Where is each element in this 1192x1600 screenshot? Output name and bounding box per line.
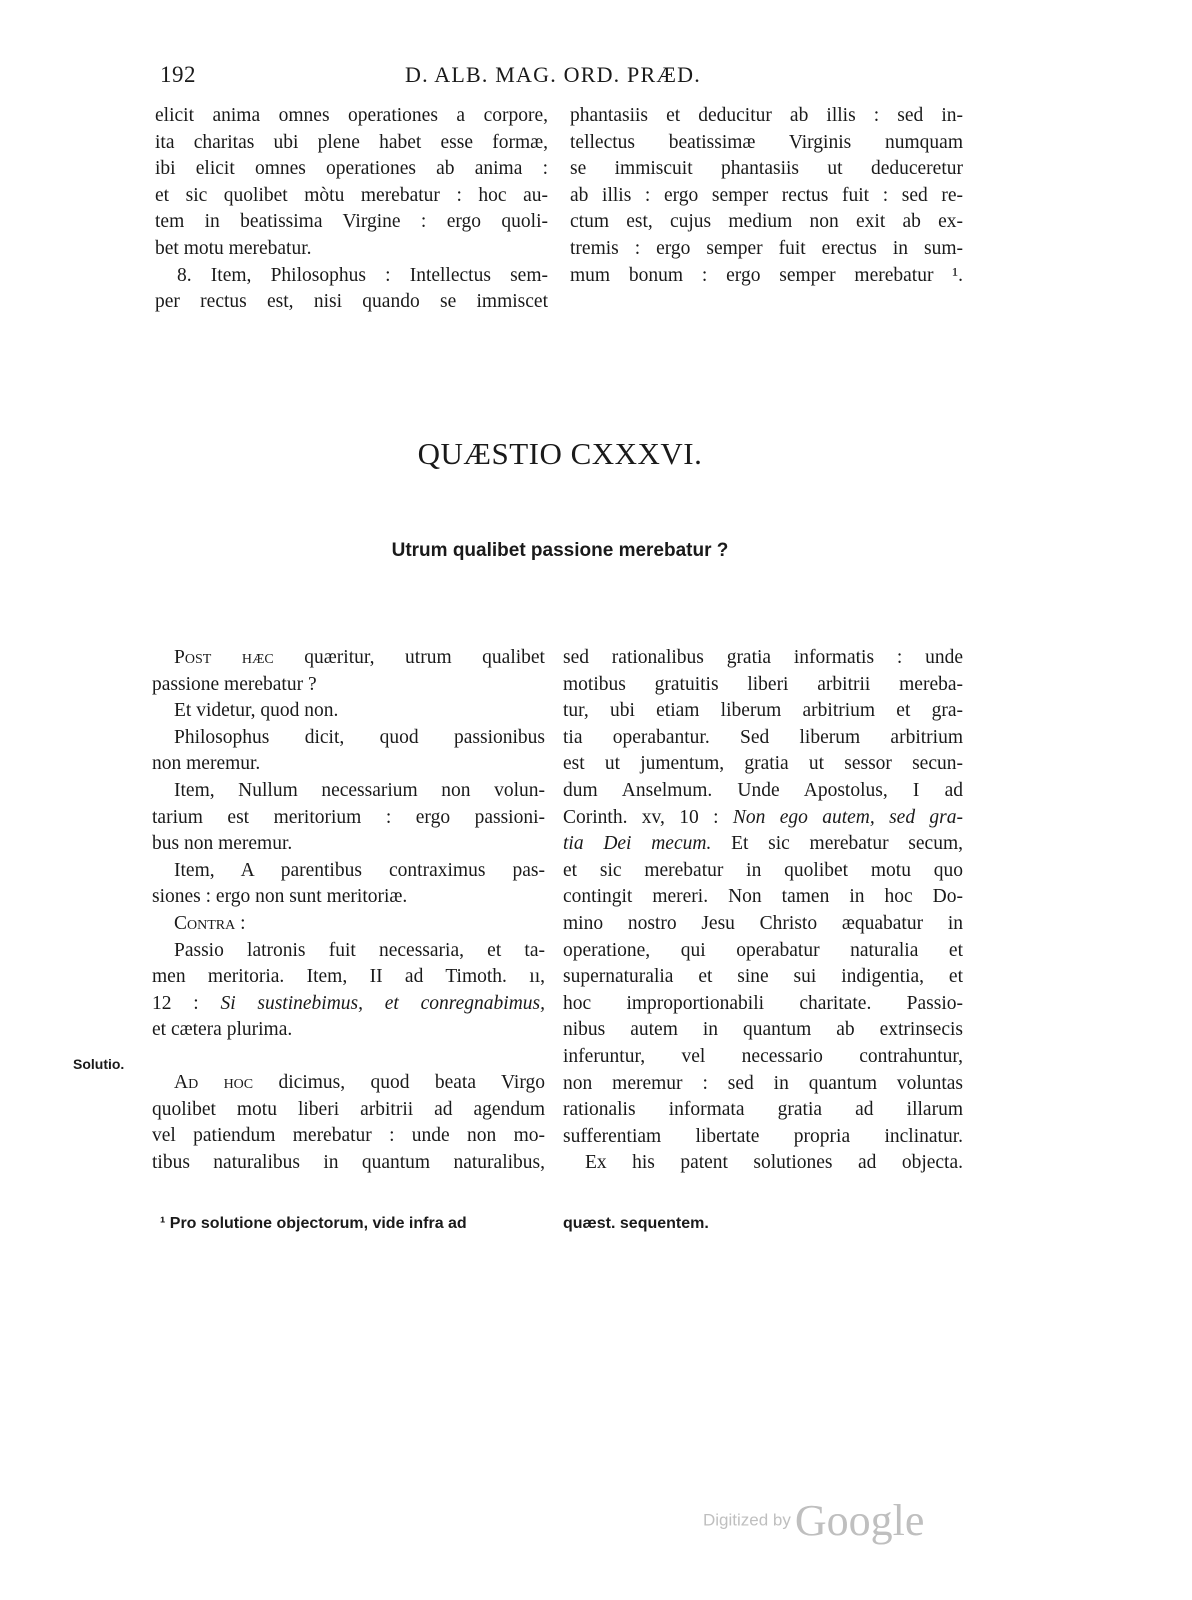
text-line: tur, ubi etiam liberum arbitrium et gra-: [563, 700, 963, 722]
footnote: ¹ Pro solutione objectorum, vide infra ad: [160, 1215, 467, 1232]
watermark-small-text: Digitized by: [703, 1510, 791, 1530]
text-line: sed rationalibus gratia informatis : unde: [563, 647, 963, 668]
text-line: hoc improportionabili charitate. Passio-: [563, 992, 963, 1014]
text-line: mino nostro Jesu Christo æquabatur in: [563, 912, 963, 934]
text-line: rationalis informata gratia ad illarum: [563, 1099, 963, 1121]
text-line: supernaturalia et sine sui indigentia, et: [563, 966, 963, 988]
margin-label-solutio: Solutio.: [73, 1056, 125, 1072]
text-line: inferuntur, vel necessario contrahuntur,: [563, 1045, 963, 1067]
text-line: tarium est meritorium : ergo passioni-: [152, 806, 545, 828]
text-line: Item, Nullum necessarium non volun-: [174, 779, 545, 801]
text-line: Passio latronis fuit necessaria, et ta-: [174, 939, 545, 961]
top-left-column: [155, 103, 548, 316]
text-line: ita charitas ubi plene habet esse formæ,: [155, 131, 548, 153]
text-line: tem in beatissima Virgine : ergo quoli-: [155, 211, 548, 233]
page-number: 192: [160, 62, 196, 87]
text-line: tellectus beatissimæ Virginis numquam: [570, 131, 963, 153]
footnote-continuation: quæst. sequentem.: [563, 1215, 709, 1232]
text-line: non meremur : sed in quantum voluntas: [563, 1072, 963, 1094]
text-span: Corinth. xv, 10 :: [563, 806, 733, 828]
digitized-watermark: [703, 1495, 924, 1546]
text-line: non meremur.: [152, 753, 261, 775]
text-line: [152, 645, 545, 672]
text-line: contingit mereri. Non tamen in hoc Do-: [563, 886, 963, 908]
text-line: tremis : ergo semper fuit erectus in sum-: [570, 237, 963, 259]
text-line: motibus gratuitis liberi arbitrii mereba-: [563, 673, 963, 695]
text-line: [563, 831, 963, 858]
text-line: Et videtur, quod non.: [174, 700, 339, 722]
text-line: [152, 1070, 545, 1097]
lead-words: Post hæc: [174, 647, 274, 668]
text-line: se immiscuit phantasiis ut deduceretur: [570, 158, 963, 180]
text-line: est ut jumentum, gratia ut sessor secun-: [563, 753, 963, 775]
text-line: phantasiis et deducitur ab illis : sed in-: [570, 105, 963, 126]
text-span: 12 :: [152, 992, 221, 1014]
scripture-quote: Non ego autem, sed gra-: [732, 806, 963, 828]
text-span: quæritur, utrum qualibet: [273, 647, 545, 668]
text-line: mum bonum : ergo semper merebatur ¹.: [570, 264, 963, 286]
text-line: et cætera plurima.: [152, 1019, 293, 1041]
text-line: vel patiendum merebatur : unde non mo-: [152, 1125, 545, 1147]
text-line: sufferentiam libertate propria inclinatur.: [563, 1125, 963, 1147]
main-left-column: [152, 645, 545, 1176]
text-line: tia operabantur. Sed liberum arbitrium: [563, 726, 963, 748]
text-line: Item, A parentibus contraximus pas-: [174, 859, 545, 881]
text-line: [563, 805, 963, 832]
text-line: nibus autem in quantum ab extrinsecis: [563, 1019, 963, 1041]
text-line: bet motu merebatur.: [155, 237, 312, 259]
text-line: et sic merebatur in quolibet motu quo: [563, 859, 963, 881]
text-line: Ex his patent solutiones ad objecta.: [585, 1152, 963, 1174]
text-line: elicit anima omnes operationes a corpore,: [155, 105, 548, 126]
text-line: dum Anselmum. Unde Apostolus, I ad: [563, 779, 963, 801]
scripture-quote: tia Dei mecum.: [563, 833, 712, 855]
contra-heading: Contra :: [174, 912, 246, 934]
main-right-column: [563, 645, 963, 1177]
text-line: ab illis : ergo semper rectus fuit : sed re-: [570, 184, 963, 206]
text-line: ibi elicit omnes operationes ab anima :: [155, 158, 548, 180]
question-subtitle: Utrum qualibet passione merebatur ?: [391, 540, 729, 561]
text-line: et sic quolibet mòtu merebatur : hoc au-: [155, 184, 548, 206]
text-line: quolibet motu liberi arbitrii ad agendum: [152, 1098, 545, 1120]
watermark-logo-text: Google: [794, 1496, 925, 1545]
top-right-column: [570, 103, 963, 289]
text-line: Philosophus dicit, quod passionibus: [174, 726, 545, 748]
text-line: siones : ergo non sunt meritoriæ.: [152, 886, 408, 908]
text-line: per rectus est, nisi quando se immiscet: [155, 291, 548, 313]
question-title: QUÆSTIO CXXXVI.: [417, 436, 703, 471]
scripture-quote: Si sustinebimus, et conregnabimus,: [220, 992, 546, 1014]
running-title: D. ALB. MAG. ORD. PRÆD.: [405, 62, 701, 87]
text-line: [152, 991, 545, 1018]
lead-words: Ad hoc: [174, 1071, 254, 1093]
text-line: men meritoria. Item, II ad Timoth. ıı,: [152, 966, 545, 988]
text-span: Et sic merebatur secum,: [711, 833, 963, 855]
text-line: operatione, qui operabatur naturalia et: [563, 939, 963, 961]
text-line: bus non meremur.: [152, 833, 293, 855]
text-span: dicimus, quod beata Virgo: [253, 1071, 545, 1093]
text-line: ctum est, cujus medium non exit ab ex-: [570, 211, 963, 233]
text-line: 8. Item, Philosophus : Intellectus sem-: [177, 264, 548, 286]
text-line: tibus naturalibus in quantum naturalibus,: [152, 1151, 545, 1173]
text-line: passione merebatur ?: [152, 673, 317, 695]
